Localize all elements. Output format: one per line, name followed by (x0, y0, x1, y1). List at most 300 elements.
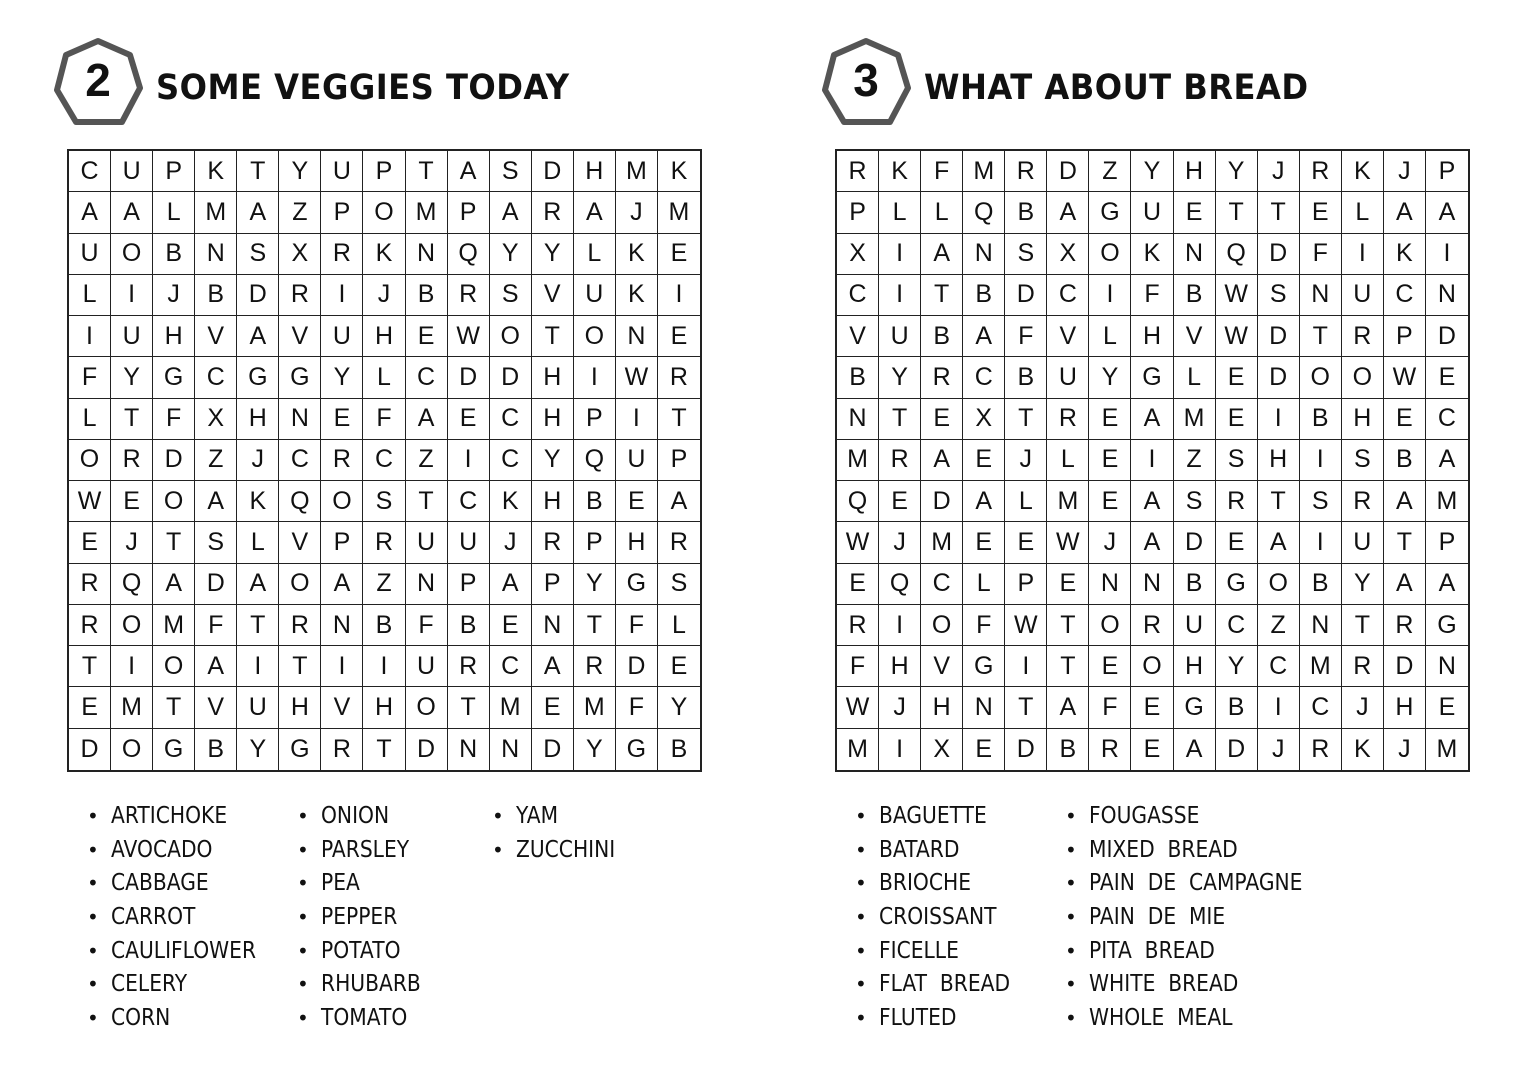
grid-cell[interactable]: R (69, 605, 111, 646)
grid-cell[interactable]: H (363, 687, 405, 728)
grid-cell[interactable]: R (1342, 646, 1384, 687)
grid-cell[interactable]: R (658, 522, 700, 563)
grid-cell[interactable]: R (1047, 399, 1089, 440)
grid-cell[interactable]: A (237, 316, 279, 357)
grid-cell[interactable]: N (1426, 646, 1468, 687)
grid-cell[interactable]: A (1258, 522, 1300, 563)
grid-cell[interactable]: M (1174, 399, 1216, 440)
grid-cell[interactable]: N (1089, 564, 1131, 605)
grid-cell[interactable]: A (237, 192, 279, 233)
grid-cell[interactable]: W (1216, 275, 1258, 316)
grid-cell[interactable]: E (879, 481, 921, 522)
grid-cell[interactable]: T (658, 399, 700, 440)
grid-cell[interactable]: C (1216, 605, 1258, 646)
grid-cell[interactable]: C (1300, 687, 1342, 728)
grid-cell[interactable]: Y (490, 234, 532, 275)
grid-cell[interactable]: R (1131, 605, 1173, 646)
grid-cell[interactable]: Y (1216, 646, 1258, 687)
grid-cell[interactable]: N (195, 234, 237, 275)
grid-cell[interactable]: B (1005, 192, 1047, 233)
grid-cell[interactable]: A (574, 192, 616, 233)
grid-cell[interactable]: G (153, 729, 195, 770)
grid-cell[interactable]: K (1131, 234, 1173, 275)
grid-cell[interactable]: P (321, 192, 363, 233)
grid-cell[interactable]: N (406, 564, 448, 605)
grid-cell[interactable]: A (111, 192, 153, 233)
grid-cell[interactable]: R (321, 440, 363, 481)
grid-cell[interactable]: E (658, 234, 700, 275)
grid-cell[interactable]: U (237, 687, 279, 728)
grid-cell[interactable]: H (921, 687, 963, 728)
grid-cell[interactable]: T (153, 522, 195, 563)
grid-cell[interactable]: L (363, 357, 405, 398)
grid-cell[interactable]: D (1384, 646, 1426, 687)
grid-cell[interactable]: N (532, 605, 574, 646)
grid-cell[interactable]: K (1342, 151, 1384, 192)
grid-cell[interactable]: A (406, 399, 448, 440)
grid-cell[interactable]: N (1426, 275, 1468, 316)
grid-cell[interactable]: Y (279, 151, 321, 192)
grid-cell[interactable]: R (448, 275, 490, 316)
grid-cell[interactable]: B (963, 275, 1005, 316)
grid-cell[interactable]: M (658, 192, 700, 233)
grid-cell[interactable]: T (1047, 646, 1089, 687)
grid-cell[interactable]: D (490, 357, 532, 398)
grid-cell[interactable]: R (837, 605, 879, 646)
grid-cell[interactable]: U (111, 316, 153, 357)
grid-cell[interactable]: D (1258, 234, 1300, 275)
grid-cell[interactable]: R (321, 729, 363, 770)
grid-cell[interactable]: P (658, 440, 700, 481)
grid-cell[interactable]: R (321, 234, 363, 275)
grid-cell[interactable]: G (153, 357, 195, 398)
grid-cell[interactable]: A (490, 564, 532, 605)
grid-cell[interactable]: I (363, 646, 405, 687)
grid-cell[interactable]: E (406, 316, 448, 357)
grid-cell[interactable]: Y (532, 440, 574, 481)
grid-cell[interactable]: D (1047, 151, 1089, 192)
grid-cell[interactable]: M (963, 151, 1005, 192)
grid-cell[interactable]: N (963, 687, 1005, 728)
grid-cell[interactable]: I (658, 275, 700, 316)
grid-cell[interactable]: T (237, 151, 279, 192)
grid-cell[interactable]: A (1426, 564, 1468, 605)
grid-cell[interactable]: E (921, 399, 963, 440)
grid-cell[interactable]: V (195, 687, 237, 728)
grid-cell[interactable]: I (1426, 234, 1468, 275)
grid-cell[interactable]: W (616, 357, 658, 398)
grid-cell[interactable]: Q (837, 481, 879, 522)
grid-cell[interactable]: V (921, 646, 963, 687)
grid-cell[interactable]: D (1258, 357, 1300, 398)
grid-cell[interactable]: T (1047, 605, 1089, 646)
grid-cell[interactable]: E (1426, 357, 1468, 398)
grid-cell[interactable]: I (69, 316, 111, 357)
grid-cell[interactable]: X (921, 729, 963, 770)
grid-cell[interactable]: E (1005, 522, 1047, 563)
grid-cell[interactable]: E (1089, 440, 1131, 481)
grid-cell[interactable]: O (363, 192, 405, 233)
grid-cell[interactable]: C (490, 399, 532, 440)
grid-cell[interactable]: G (1174, 687, 1216, 728)
grid-cell[interactable]: O (574, 316, 616, 357)
grid-cell[interactable]: Z (279, 192, 321, 233)
grid-cell[interactable]: M (921, 522, 963, 563)
grid-cell[interactable]: E (963, 440, 1005, 481)
grid-cell[interactable]: Y (658, 687, 700, 728)
grid-cell[interactable]: J (111, 522, 153, 563)
grid-cell[interactable]: E (963, 522, 1005, 563)
grid-cell[interactable]: J (237, 440, 279, 481)
grid-cell[interactable]: X (963, 399, 1005, 440)
grid-cell[interactable]: M (574, 687, 616, 728)
grid-cell[interactable]: I (879, 605, 921, 646)
grid-cell[interactable]: L (1089, 316, 1131, 357)
grid-cell[interactable]: L (237, 522, 279, 563)
grid-cell[interactable]: V (279, 316, 321, 357)
grid-cell[interactable]: R (111, 440, 153, 481)
grid-cell[interactable]: E (1174, 192, 1216, 233)
grid-cell[interactable]: F (363, 399, 405, 440)
grid-cell[interactable]: R (532, 192, 574, 233)
grid-cell[interactable]: B (574, 481, 616, 522)
grid-cell[interactable]: A (1047, 192, 1089, 233)
grid-cell[interactable]: H (1174, 646, 1216, 687)
grid-cell[interactable]: G (279, 357, 321, 398)
grid-cell[interactable]: I (574, 357, 616, 398)
grid-cell[interactable]: E (616, 481, 658, 522)
grid-cell[interactable]: O (111, 729, 153, 770)
grid-cell[interactable]: T (279, 646, 321, 687)
grid-cell[interactable]: D (1005, 729, 1047, 770)
grid-cell[interactable]: N (1300, 275, 1342, 316)
grid-cell[interactable]: I (1089, 275, 1131, 316)
grid-cell[interactable]: T (448, 687, 490, 728)
grid-cell[interactable]: A (321, 564, 363, 605)
grid-cell[interactable]: M (490, 687, 532, 728)
grid-cell[interactable]: E (963, 729, 1005, 770)
grid-cell[interactable]: S (1005, 234, 1047, 275)
grid-cell[interactable]: W (1047, 522, 1089, 563)
grid-cell[interactable]: O (921, 605, 963, 646)
grid-cell[interactable]: L (1174, 357, 1216, 398)
grid-cell[interactable]: G (237, 357, 279, 398)
grid-cell[interactable]: V (279, 522, 321, 563)
grid-cell[interactable]: M (406, 192, 448, 233)
grid-cell[interactable]: O (153, 481, 195, 522)
grid-cell[interactable]: K (195, 151, 237, 192)
grid-cell[interactable]: F (616, 687, 658, 728)
grid-cell[interactable]: S (658, 564, 700, 605)
grid-cell[interactable]: A (1384, 481, 1426, 522)
grid-cell[interactable]: I (111, 646, 153, 687)
grid-cell[interactable]: R (1342, 481, 1384, 522)
grid-cell[interactable]: V (1174, 316, 1216, 357)
grid-cell[interactable]: A (1426, 440, 1468, 481)
grid-cell[interactable]: P (1426, 151, 1468, 192)
grid-cell[interactable]: A (1384, 564, 1426, 605)
grid-cell[interactable]: O (153, 646, 195, 687)
grid-cell[interactable]: T (1300, 316, 1342, 357)
grid-cell[interactable]: I (1131, 440, 1173, 481)
grid-cell[interactable]: V (532, 275, 574, 316)
grid-cell[interactable]: E (1426, 687, 1468, 728)
grid-cell[interactable]: R (279, 605, 321, 646)
grid-cell[interactable]: Y (574, 729, 616, 770)
grid-cell[interactable]: L (153, 192, 195, 233)
grid-cell[interactable]: F (1131, 275, 1173, 316)
grid-cell[interactable]: B (1174, 564, 1216, 605)
grid-cell[interactable]: T (1216, 192, 1258, 233)
grid-cell[interactable]: P (321, 522, 363, 563)
grid-cell[interactable]: H (363, 316, 405, 357)
grid-cell[interactable]: K (1342, 729, 1384, 770)
grid-cell[interactable]: I (879, 729, 921, 770)
grid-cell[interactable]: D (153, 440, 195, 481)
grid-cell[interactable]: A (1384, 192, 1426, 233)
grid-cell[interactable]: B (1005, 357, 1047, 398)
grid-cell[interactable]: U (1131, 192, 1173, 233)
grid-cell[interactable]: Q (963, 192, 1005, 233)
grid-cell[interactable]: A (195, 646, 237, 687)
grid-cell[interactable]: T (574, 605, 616, 646)
grid-cell[interactable]: M (1436, 734, 1458, 763)
grid-cell[interactable]: Y (532, 234, 574, 275)
grid-cell[interactable]: G (616, 729, 658, 770)
grid-cell[interactable]: S (490, 275, 532, 316)
grid-cell[interactable]: N (448, 729, 490, 770)
grid-cell[interactable]: M (837, 729, 879, 770)
grid-cell[interactable]: K (616, 234, 658, 275)
grid-cell[interactable]: N (616, 316, 658, 357)
grid-cell[interactable]: J (1258, 729, 1300, 770)
grid-cell[interactable]: F (963, 605, 1005, 646)
grid-cell[interactable]: Z (1089, 151, 1131, 192)
grid-cell[interactable]: A (195, 481, 237, 522)
grid-cell[interactable]: E (1300, 192, 1342, 233)
grid-cell[interactable]: E (1089, 481, 1131, 522)
grid-cell[interactable]: S (490, 151, 532, 192)
grid-cell[interactable]: I (237, 646, 279, 687)
grid-cell[interactable]: D (616, 646, 658, 687)
grid-cell[interactable]: H (1384, 687, 1426, 728)
grid-cell[interactable]: O (1300, 357, 1342, 398)
grid-cell[interactable]: U (1342, 275, 1384, 316)
grid-cell[interactable]: X (1047, 234, 1089, 275)
grid-cell[interactable]: P (448, 564, 490, 605)
grid-cell[interactable]: U (321, 316, 363, 357)
grid-cell[interactable]: D (406, 729, 448, 770)
grid-cell[interactable]: N (490, 729, 532, 770)
grid-cell[interactable]: J (363, 275, 405, 316)
grid-cell[interactable]: J (879, 687, 921, 728)
grid-cell[interactable]: R (279, 275, 321, 316)
grid-cell[interactable]: M (616, 151, 658, 192)
grid-cell[interactable]: T (921, 275, 963, 316)
grid-cell[interactable]: R (1342, 316, 1384, 357)
grid-cell[interactable]: S (1174, 481, 1216, 522)
grid-cell[interactable]: C (1258, 646, 1300, 687)
grid-cell[interactable]: I (111, 275, 153, 316)
grid-cell[interactable]: D (448, 357, 490, 398)
grid-cell[interactable]: E (448, 399, 490, 440)
grid-cell[interactable]: V (837, 316, 879, 357)
grid-cell[interactable]: P (532, 564, 574, 605)
grid-cell[interactable]: E (1131, 729, 1173, 770)
grid-cell[interactable]: U (1342, 522, 1384, 563)
grid-cell[interactable]: T (111, 399, 153, 440)
grid-cell[interactable]: O (1342, 357, 1384, 398)
grid-cell[interactable]: B (153, 234, 195, 275)
grid-cell[interactable]: R (879, 440, 921, 481)
grid-cell[interactable]: M (1047, 481, 1089, 522)
grid-cell[interactable]: I (879, 275, 921, 316)
grid-cell[interactable]: C (363, 440, 405, 481)
grid-cell[interactable]: L (1342, 192, 1384, 233)
grid-cell[interactable]: Y (237, 729, 279, 770)
grid-cell[interactable]: R (921, 357, 963, 398)
grid-cell[interactable]: Z (1174, 440, 1216, 481)
grid-cell[interactable]: C (195, 357, 237, 398)
grid-cell[interactable]: A (532, 646, 574, 687)
grid-cell[interactable]: D (532, 729, 574, 770)
grid-cell[interactable]: E (490, 605, 532, 646)
grid-cell[interactable]: H (532, 481, 574, 522)
grid-cell[interactable]: T (1342, 605, 1384, 646)
grid-cell[interactable]: S (1216, 440, 1258, 481)
grid-cell[interactable]: Q (279, 481, 321, 522)
grid-cell[interactable]: H (1131, 316, 1173, 357)
grid-cell[interactable]: J (879, 522, 921, 563)
grid-cell[interactable]: S (1300, 481, 1342, 522)
grid-cell[interactable]: O (406, 687, 448, 728)
grid-cell[interactable]: O (1131, 646, 1173, 687)
grid-cell[interactable]: I (1258, 687, 1300, 728)
grid-cell[interactable]: M (1300, 646, 1342, 687)
grid-cell[interactable]: R (69, 564, 111, 605)
grid-cell[interactable]: J (1384, 729, 1426, 770)
grid-cell[interactable]: P (153, 151, 195, 192)
grid-cell[interactable]: G (616, 564, 658, 605)
grid-cell[interactable]: J (1258, 151, 1300, 192)
grid-cell[interactable]: K (658, 151, 700, 192)
grid-cell[interactable]: I (1300, 440, 1342, 481)
grid-cell[interactable]: O (111, 605, 153, 646)
grid-cell[interactable]: K (363, 234, 405, 275)
grid-cell[interactable]: A (237, 564, 279, 605)
grid-cell[interactable]: O (490, 316, 532, 357)
grid-cell[interactable]: U (111, 151, 153, 192)
grid-cell[interactable]: T (363, 729, 405, 770)
grid-cell[interactable]: V (321, 687, 363, 728)
grid-cell[interactable]: W (837, 522, 879, 563)
grid-cell[interactable]: C (1384, 275, 1426, 316)
grid-cell[interactable]: B (1047, 729, 1089, 770)
grid-cell[interactable]: T (153, 687, 195, 728)
grid-cell[interactable]: H (616, 522, 658, 563)
grid-cell[interactable]: E (1131, 687, 1173, 728)
grid-cell[interactable]: C (1426, 399, 1468, 440)
grid-cell[interactable]: S (1258, 275, 1300, 316)
grid-cell[interactable]: L (574, 234, 616, 275)
grid-cell[interactable]: E (1047, 564, 1089, 605)
grid-cell[interactable]: N (963, 234, 1005, 275)
grid-cell[interactable]: O (1089, 605, 1131, 646)
grid-cell[interactable]: G (1089, 192, 1131, 233)
grid-cell[interactable]: X (279, 234, 321, 275)
grid-cell[interactable]: M (837, 440, 879, 481)
grid-cell[interactable]: J (616, 192, 658, 233)
grid-cell[interactable]: E (837, 564, 879, 605)
grid-cell[interactable]: B (1216, 687, 1258, 728)
grid-cell[interactable]: E (532, 687, 574, 728)
grid-cell[interactable]: R (363, 522, 405, 563)
grid-cell[interactable]: E (1216, 522, 1258, 563)
grid-cell[interactable]: U (69, 234, 111, 275)
grid-cell[interactable]: J (1384, 151, 1426, 192)
grid-cell[interactable]: C (963, 357, 1005, 398)
grid-cell[interactable]: A (921, 234, 963, 275)
grid-cell[interactable]: B (1174, 275, 1216, 316)
grid-cell[interactable]: B (195, 729, 237, 770)
grid-cell[interactable]: F (837, 646, 879, 687)
grid-cell[interactable]: P (448, 192, 490, 233)
grid-cell[interactable]: G (963, 646, 1005, 687)
grid-cell[interactable]: A (1131, 399, 1173, 440)
grid-cell[interactable]: A (490, 192, 532, 233)
grid-cell[interactable]: W (837, 687, 879, 728)
grid-cell[interactable]: T (237, 605, 279, 646)
grid-cell[interactable]: R (1300, 729, 1342, 770)
grid-cell[interactable]: N (279, 399, 321, 440)
grid-cell[interactable]: Y (879, 357, 921, 398)
grid-cell[interactable]: B (448, 605, 490, 646)
grid-cell[interactable]: Y (1131, 151, 1173, 192)
grid-cell[interactable]: U (1174, 605, 1216, 646)
grid-cell[interactable]: Z (406, 440, 448, 481)
grid-cell[interactable]: L (921, 192, 963, 233)
grid-cell[interactable]: F (69, 357, 111, 398)
grid-cell[interactable]: E (658, 316, 700, 357)
grid-cell[interactable]: L (963, 564, 1005, 605)
grid-cell[interactable]: D (1005, 275, 1047, 316)
grid-cell[interactable]: Y (321, 357, 363, 398)
grid-cell[interactable]: I (448, 440, 490, 481)
grid-cell[interactable]: L (879, 192, 921, 233)
grid-cell[interactable]: A (963, 316, 1005, 357)
grid-cell[interactable]: H (237, 399, 279, 440)
grid-cell[interactable]: G (1216, 564, 1258, 605)
grid-cell[interactable]: C (69, 151, 111, 192)
grid-cell[interactable]: A (1174, 729, 1216, 770)
grid-cell[interactable]: H (532, 357, 574, 398)
grid-cell[interactable]: K (1384, 234, 1426, 275)
grid-cell[interactable]: X (195, 399, 237, 440)
grid-cell[interactable]: M (1426, 481, 1468, 522)
grid-cell[interactable]: C (837, 275, 879, 316)
grid-cell[interactable]: N (1300, 605, 1342, 646)
grid-cell[interactable]: J (1089, 522, 1131, 563)
grid-cell[interactable]: P (837, 192, 879, 233)
grid-cell[interactable]: H (532, 399, 574, 440)
grid-cell[interactable]: C (406, 357, 448, 398)
grid-cell[interactable]: L (1005, 481, 1047, 522)
grid-cell[interactable]: Z (1258, 605, 1300, 646)
grid-cell[interactable]: D (532, 151, 574, 192)
grid-cell[interactable]: H (1342, 399, 1384, 440)
grid-cell[interactable]: O (321, 481, 363, 522)
grid-cell[interactable]: Z (363, 564, 405, 605)
